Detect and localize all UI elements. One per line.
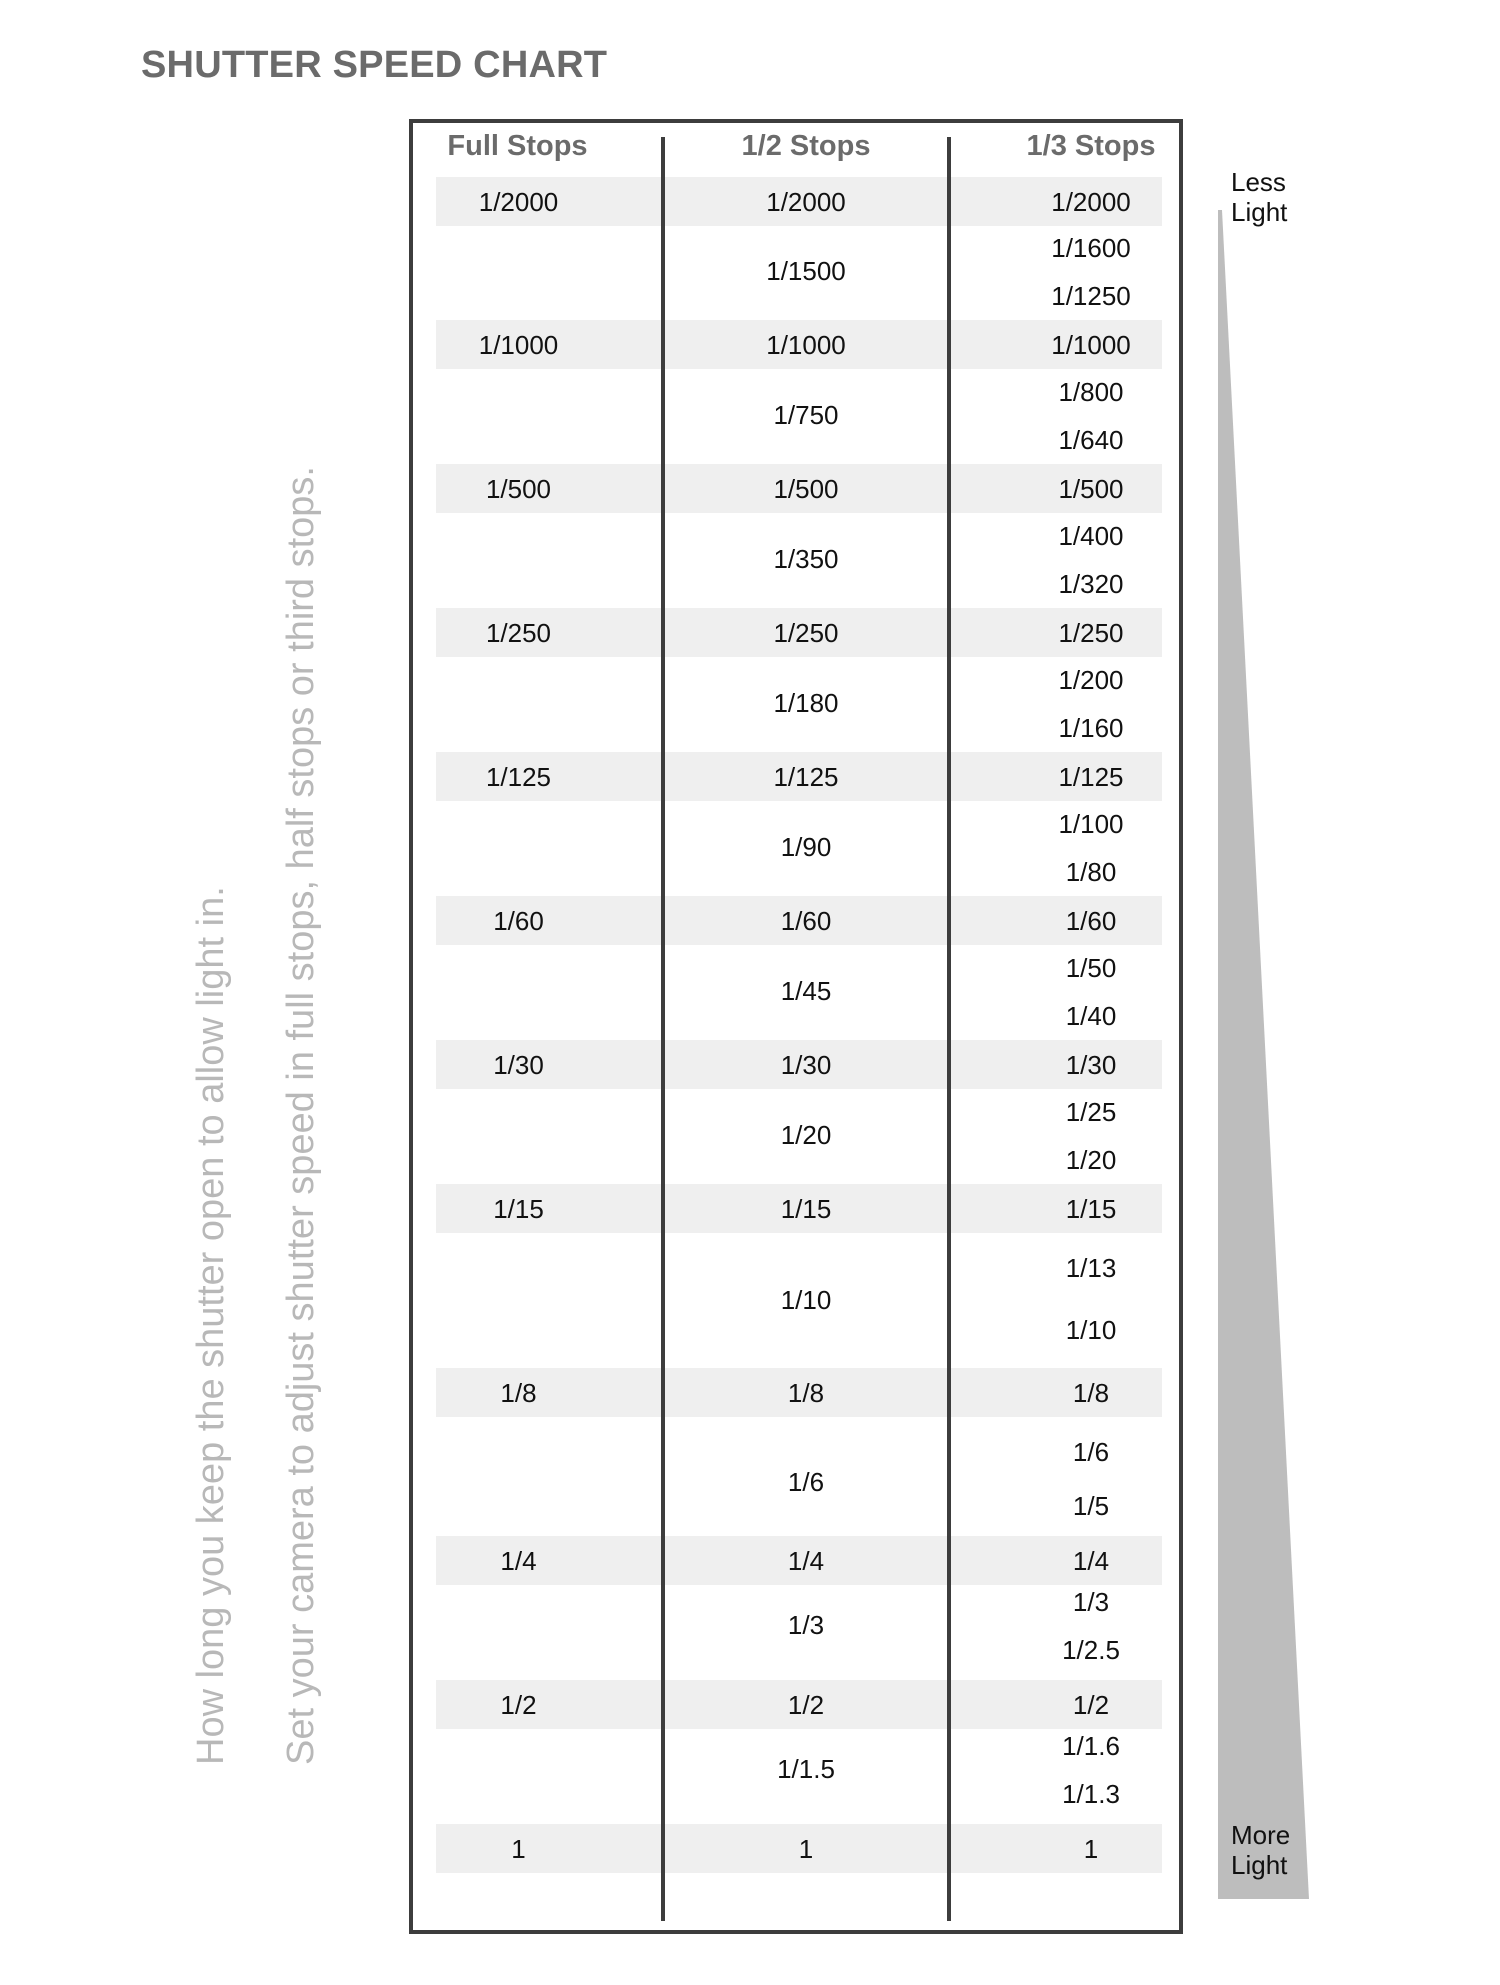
half-stop-value: 1/60 bbox=[780, 905, 832, 936]
page-title: SHUTTER SPEED CHART bbox=[141, 44, 608, 86]
full-stop-value: 1/250 bbox=[485, 617, 552, 648]
third-stop-value: 1 bbox=[1083, 1833, 1099, 1864]
third-stop-value: 1/20 bbox=[1065, 1145, 1117, 1175]
third-stop-value: 1/320 bbox=[1058, 569, 1124, 599]
third-stop-value: 1/25 bbox=[1065, 1097, 1117, 1127]
header-third-stops: 1/3 Stops bbox=[1026, 130, 1156, 162]
light-wedge-shape bbox=[1218, 210, 1309, 1899]
header-half-stops: 1/2 Stops bbox=[741, 130, 871, 162]
full-stop-value: 1/15 bbox=[493, 1193, 544, 1224]
full-stop-value: 1/4 bbox=[500, 1545, 537, 1576]
third-stop-value: 1/2 bbox=[1072, 1689, 1110, 1720]
third-stop-value: 1/250 bbox=[1058, 617, 1124, 648]
third-stop-value: 1/100 bbox=[1058, 809, 1124, 839]
half-stop-value: 1/180 bbox=[773, 688, 839, 718]
third-stop-value: 1/50 bbox=[1065, 953, 1117, 983]
half-stop-value: 1/2 bbox=[787, 1689, 825, 1720]
full-stop-value: 1/125 bbox=[485, 761, 552, 792]
third-stop-value: 1/1250 bbox=[1051, 281, 1131, 311]
half-stop-value: 1 bbox=[798, 1833, 814, 1864]
full-stop-value: 1/500 bbox=[485, 473, 552, 504]
third-stop-value: 1/160 bbox=[1058, 713, 1124, 743]
less-light-label-line-1: Less bbox=[1231, 167, 1286, 197]
third-stop-value: 1/30 bbox=[1065, 1049, 1117, 1080]
half-stop-value: 1/350 bbox=[773, 544, 839, 574]
full-stop-value: 1 bbox=[511, 1833, 526, 1864]
half-stop-value: 1/20 bbox=[780, 1120, 832, 1150]
third-stop-value: 1/6 bbox=[1072, 1437, 1110, 1467]
third-stop-value: 1/10 bbox=[1065, 1315, 1117, 1345]
less-light-label bbox=[1231, 167, 1287, 227]
third-stop-value: 1/8 bbox=[1072, 1377, 1110, 1408]
third-stop-value: 1/40 bbox=[1065, 1001, 1117, 1031]
half-stop-value: 1/6 bbox=[787, 1467, 825, 1497]
third-stop-value: 1/4 bbox=[1072, 1545, 1110, 1576]
full-stop-value: 1/60 bbox=[493, 905, 544, 936]
half-stop-value: 1/10 bbox=[780, 1285, 832, 1315]
more-light-label-line-2: Light bbox=[1231, 1850, 1288, 1880]
third-stop-value: 1/800 bbox=[1058, 377, 1124, 407]
third-stop-value: 1/80 bbox=[1065, 857, 1117, 887]
third-stop-value: 1/1600 bbox=[1051, 233, 1131, 263]
third-stop-value: 1/125 bbox=[1058, 761, 1124, 792]
half-stop-value: 1/3 bbox=[787, 1610, 825, 1640]
third-stop-value: 1/2000 bbox=[1051, 186, 1131, 217]
half-stop-value: 1/2000 bbox=[766, 186, 846, 217]
third-stop-value: 1/3 bbox=[1072, 1587, 1110, 1617]
full-stop-value: 1/8 bbox=[500, 1377, 537, 1408]
half-stop-value: 1/4 bbox=[787, 1545, 825, 1576]
half-stop-value: 1/1.5 bbox=[777, 1754, 835, 1784]
header-full-stops: Full Stops bbox=[447, 130, 588, 162]
more-light-label-line-1: More bbox=[1231, 1820, 1291, 1850]
side-description-line-2: Set your camera to adjust shutter speed in full stops, half stops or third stops. bbox=[280, 466, 322, 1765]
third-stop-value: 1/2.5 bbox=[1062, 1635, 1120, 1665]
half-stop-value: 1/750 bbox=[773, 400, 839, 430]
third-stop-value: 1/400 bbox=[1058, 521, 1124, 551]
half-stop-value: 1/1000 bbox=[766, 329, 846, 360]
less-light-label-line-2: Light bbox=[1231, 197, 1288, 227]
third-stop-value: 1/5 bbox=[1072, 1491, 1110, 1521]
full-stop-value: 1/2 bbox=[500, 1689, 537, 1720]
half-stop-value: 1/30 bbox=[780, 1049, 832, 1080]
half-stop-value: 1/1500 bbox=[766, 256, 846, 286]
light-gradient-wedge bbox=[1218, 210, 1310, 1900]
half-stop-value: 1/500 bbox=[773, 473, 839, 504]
third-stop-value: 1/500 bbox=[1058, 473, 1124, 504]
more-light-label bbox=[1231, 1820, 1290, 1880]
half-stop-value: 1/125 bbox=[773, 761, 839, 792]
half-stop-value: 1/90 bbox=[780, 832, 832, 862]
half-stop-value: 1/15 bbox=[780, 1193, 832, 1224]
third-stop-value: 1/640 bbox=[1058, 425, 1124, 455]
third-stop-value: 1/200 bbox=[1058, 665, 1124, 695]
third-stop-value: 1/1.6 bbox=[1062, 1731, 1120, 1761]
side-description-line-1: How long you keep the shutter open to allow light in. bbox=[190, 886, 232, 1765]
third-stop-value: 1/15 bbox=[1065, 1193, 1117, 1224]
full-stop-value: 1/2000 bbox=[478, 186, 559, 217]
third-stop-value: 1/1.3 bbox=[1062, 1779, 1120, 1809]
full-stop-value: 1/30 bbox=[493, 1049, 544, 1080]
half-stop-value: 1/45 bbox=[780, 976, 832, 1006]
third-stop-value: 1/13 bbox=[1065, 1253, 1117, 1283]
third-stop-value: 1/1000 bbox=[1051, 329, 1131, 360]
half-stop-value: 1/250 bbox=[773, 617, 839, 648]
full-stop-value: 1/1000 bbox=[478, 329, 559, 360]
third-stop-value: 1/60 bbox=[1065, 905, 1117, 936]
half-stop-value: 1/8 bbox=[787, 1377, 825, 1408]
